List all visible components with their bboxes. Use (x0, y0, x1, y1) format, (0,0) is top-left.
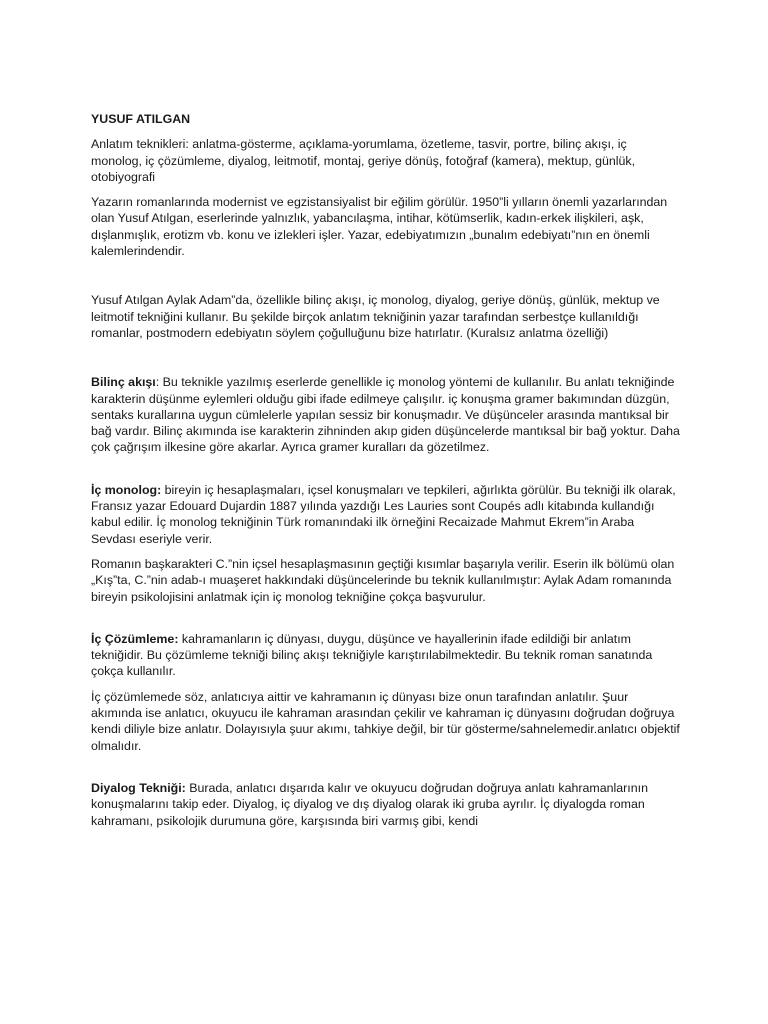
section-ic-monolog-continued: Romanın başkarakteri C.”nin içsel hesaplaşmasının geçtiği kısımlar başarıyla verilir. Eserin ilk bölümü olan „Kış”ta, C.”nin adab-ı muaşeret hakkındaki düşüncelerinde bu teknik kullanılmıştır: Aylak Adam romanında bireyin psikolojisini anlatmak için iç monolog tekniğine çokça başvurulur. (91, 556, 675, 604)
techniques-paragraph: Anlatım teknikleri: anlatma-gösterme, açıklama-yorumlama, özetleme, tasvir, portre, bilinç akışı, iç monolog, iç çözümleme, diyalog, leitmotif, montaj, geriye dönüş, fotoğraf (kamera), mektup, günlük, otobiyografi (91, 137, 636, 184)
section-bilinc-akisi (91, 374, 681, 455)
section-term: İç Çözümleme: (91, 631, 179, 646)
document-title: YUSUF ATILGAN (91, 112, 191, 126)
section-body: Bu teknikle yazılmış eserlerde genellikle iç monolog yöntemi de kullanılır. Bu anlatı tekniğinde karakterin düşünme eylemleri olduğu gibi ifade edilmeye çalışılır. iç konuşma gramer bakımından düzgün, sentaks kurallarına uygun cümlelerle yapılan sessiz bir konuşmadır. Ve düşünceler arasında mantıksal bir bağ vardır. Bilinç akımında ise karakterin zihninden akıp giden düşüncelerde mantıksal bir bağ yoktur. Daha çok çağrışım ilkesine göre akarlar. Ayrıca gramer kuralları da gözetilmez. (91, 375, 680, 455)
section-term-sep: : (155, 375, 160, 390)
section-term: Diyalog Tekniği: (91, 780, 186, 795)
section-diyalog-teknigi (91, 780, 681, 829)
section-ic-cozumleme-continued: İç çözümlemede söz, anlatıcıya aittir ve kahramanın iç dünyası bize onun tarafından anlatılır. Şuur akımında ise anlatıcı, okuyucu ile kahraman arasından çekilir ve kahraman iç dünyasını doğrudan doğruya kendi diliyle bize anlatır. Dolayısıyla şuur akımı, tahkiye değil, bir tür gösterme/sahnelemedir.anlatıcı objektif olmalıdır. (91, 689, 680, 753)
section-body: kahramanların iç dünyası, duygu, düşünce ve hayallerinin ifade edildiği bir anlatım tekniğidir. Bu çözümleme tekniği bilinç akışı tekniğiyle karıştırılabilmektedir. Bu teknik roman sanatında çokça kullanılır. (91, 631, 653, 679)
section-ic-monolog (91, 482, 681, 547)
intro-paragraph: Yazarın romanlarında modernist ve egzistansiyalist bir eğilim görülür. 1950”li yılların önemli yazarlarından olan Yusuf Atılgan, eserlerinde yalnızlık, yabancılaşma, intihar, kötümserlik, kadın-erkek ilişkileri, aşk, dışlanmışlık, erotizm vb. konu ve izlekleri işler. Yazar, edebiyatımızın „bunalım edebiyatı”nın en önemli kalemlerindendir. (91, 195, 668, 259)
section-term: Bilinç akışı (91, 375, 156, 390)
section-term: İç monolog: (91, 482, 162, 497)
section-ic-cozumleme (91, 631, 681, 680)
document-page (91, 111, 681, 829)
section-body: Burada, anlatıcı dışarıda kalır ve okuyucu doğrudan doğruya anlatı kahramanlarının konuşmalarını takip eder. Diyalog, iç diyalog ve dış diyalog olarak iki gruba ayrılır. İç diyalogda roman kahramanı, psikolojik durumuna göre, karşısında biri varmış gibi, kendi (91, 780, 648, 828)
aylak-adam-paragraph: Yusuf Atılgan Aylak Adam”da, özellikle bilinç akışı, iç monolog, diyalog, geriye dönüş, günlük, mektup ve leitmotif tekniğini kullanır. Bu şekilde birçok anlatım tekniğinin yazar tarafından serbestçe kullanıldığı romanlar, postmodern edebiyatın söylem çoğulluğunu bize hatırlatır. (Kuralsız anlatma özelliği) (91, 293, 660, 340)
section-body: bireyin iç hesaplaşmaları, içsel konuşmaları ve tepkileri, ağırlıkta görülür. Bu tekniği ilk olarak, Fransız yazar Edouard Dujardin 1887 yılında yazdığı Les Lauries sont Coupés adlı kitabında kullandığı kabul edilir. İç monolog tekniğinin Türk romanındaki ilk örneğini Recaizade Mahmut Ekrem”in Araba Sevdası eseriyle verir. (91, 482, 676, 546)
